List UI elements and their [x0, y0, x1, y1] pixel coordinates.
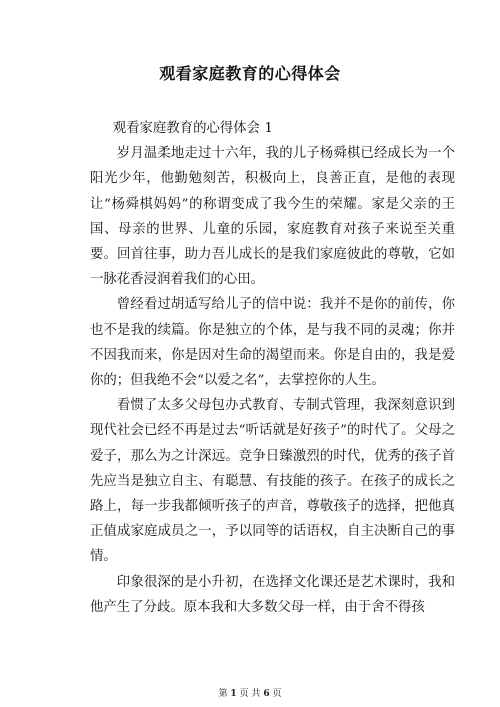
article-subtitle: 观看家庭教育的心得体会 1	[112, 121, 273, 136]
footer-prefix: 第	[218, 689, 228, 699]
page-title: 观看家庭教育的心得体会	[159, 64, 341, 83]
page-footer	[0, 686, 500, 699]
current-page-number: 1	[230, 689, 237, 699]
footer-suffix: 页	[272, 689, 282, 699]
footer-middle: 页 共	[239, 689, 261, 699]
paragraph: 看惯了太多父母包办式教育、专制式管理，我深刻意识到现代社会已经不再是过去“听话就是好孩子”的时代了。父母之爱子，那么为之计深远。竞争日臻激烈的时代，优秀的孩子首先应当是独立自主、有聪慧、有技能的孩子。在孩子的成长之路上，每一步我都倾听孩子的声音，尊敬孩子的选择，把他真正值成家庭成员之一，予以同等的话语权，自主决断自己的事情。	[90, 398, 455, 565]
paragraph: 印象很深的是小升初，在选择文化课还是艺术课时，我和他产生了分歧。原本我和大多数父母一样，由于舍不得孩	[90, 574, 455, 615]
paragraph: 岁月温柔地走过十六年，我的儿子杨舜棋已经成长为一个阳光少年，他勤勉刻苦，积极向上，良善正直，是他的表现让“杨舜棋妈妈”的称谓变成了我今生的荣耀。家是父亲的王国、母亲的世界、儿童的乐园，家庭教育对孩子来说至关重要。回首往事，助力吾儿成长的是我们家庭彼此的尊敬，它如一脉花香浸润着我们的心田。	[90, 146, 455, 288]
paragraph: 曾经看过胡适写给儿子的信中说：我并不是你的前传，你也不是我的续篇。你是独立的个体，是与我不同的灵魂；你并不因我而来，你是因对生命的渴望而来。你是自由的，我是爱你的；但我绝不会“以爱之名”，去掌控你的人生。	[90, 297, 455, 389]
total-page-number: 6	[263, 689, 270, 699]
article-body	[90, 116, 455, 620]
